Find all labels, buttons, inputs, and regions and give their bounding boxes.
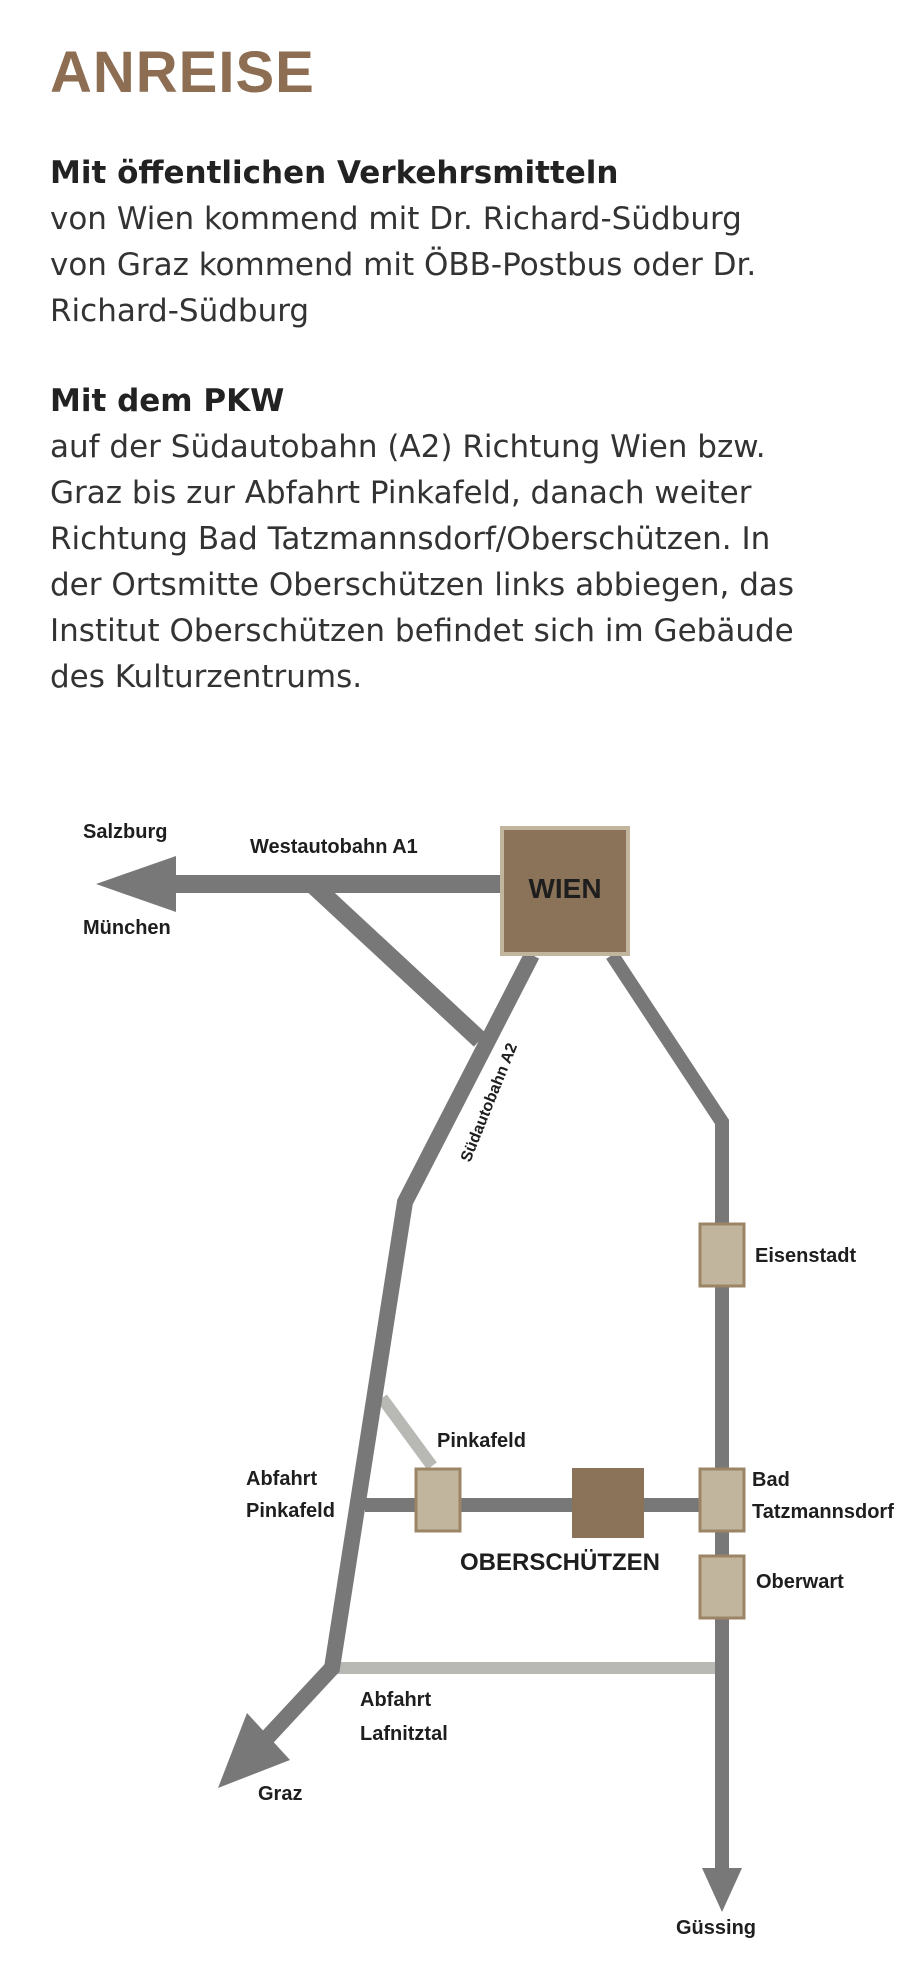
label-graz: Graz [258, 1783, 303, 1805]
label-wien: WIEN [528, 873, 602, 904]
westautobahn-arrow [96, 856, 176, 912]
label-pinkafeld: Pinkafeld [437, 1430, 526, 1452]
car-heading: Mit dem PKW [50, 383, 285, 419]
roads [96, 856, 742, 1912]
public-transport-text: von Wien kommend mit Dr. Richard-Südburg von Graz kommend mit ÖBB-Postbus oder Dr. Richard-Südburg [50, 201, 757, 329]
eisenstadt-box [700, 1224, 744, 1286]
oberschuetzen-box [572, 1468, 644, 1538]
label-oberschuetzen: OBERSCHÜTZEN [459, 1549, 661, 1576]
label-salzburg: Salzburg [83, 821, 168, 843]
page-title: ANREISE [50, 40, 315, 105]
guessing-arrow [702, 1868, 742, 1912]
label-westautobahn: Westautobahn A1 [250, 836, 418, 858]
label-oberwart: Oberwart [756, 1571, 844, 1593]
bad-tatzmannsdorf-box [700, 1469, 744, 1531]
label-abfahrt-pinkafeld-2: Pinkafeld [246, 1500, 335, 1522]
label-abfahrt-lafnitztal-2: Lafnitztal [360, 1723, 448, 1745]
label-abfahrt-lafnitztal-1: Abfahrt [360, 1689, 432, 1711]
label-suedautobahn: Südautobahn A2 [457, 1040, 522, 1165]
road-east [612, 955, 722, 1888]
road-a1-a2-link [312, 884, 480, 1040]
road-pinkafeld-link [382, 1398, 432, 1466]
label-bad-tatzmannsdorf-2: Tatzmannsdorf [752, 1501, 894, 1523]
label-guessing: Güssing [676, 1917, 757, 1939]
public-transport-heading: Mit öffentlichen Verkehrsmitteln [50, 155, 619, 191]
label-abfahrt-pinkafeld-1: Abfahrt [246, 1468, 318, 1490]
oberwart-box [700, 1556, 744, 1618]
label-eisenstadt: Eisenstadt [755, 1245, 857, 1267]
label-muenchen: München [83, 917, 171, 939]
car-text: auf der Südautobahn (A2) Richtung Wien bzw. Graz bis zur Abfahrt Pinkafeld, danach weiter Richtung Bad Tatzmannsdorf/Oberschützen. In der Ortsmitte Oberschützen links abbiegen, das Institut Oberschützen befindet sich im Gebäude des Kulturzentrums. [50, 429, 795, 695]
pinkafeld-box [416, 1469, 460, 1531]
map-labels [83, 821, 894, 1939]
label-bad-tatzmannsdorf-1: Bad [752, 1469, 790, 1491]
